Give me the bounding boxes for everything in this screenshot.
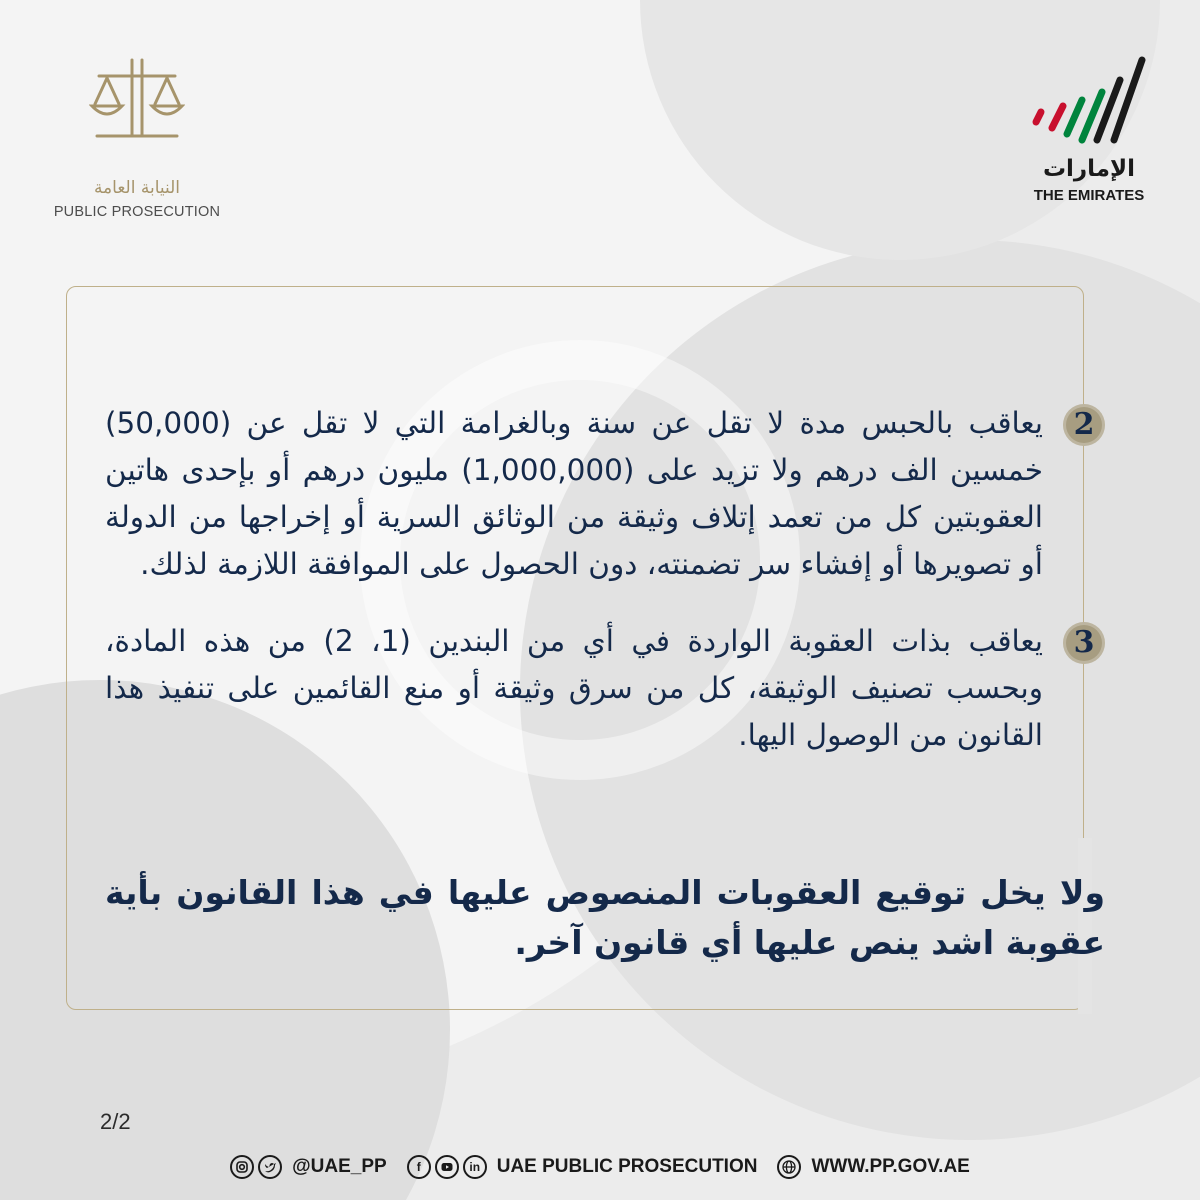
emirates-brand-strokes-icon bbox=[1030, 54, 1148, 144]
facebook-icon: f bbox=[407, 1155, 431, 1179]
closing-statement: ولا يخل توقيع العقوبات المنصوص عليها في هذا القانون بأية عقوبة اشد ينص عليها أي قانون آخر. bbox=[105, 873, 1105, 962]
website-group[interactable] bbox=[777, 1155, 969, 1179]
linkedin-icon: in bbox=[463, 1155, 487, 1179]
youtube-icon bbox=[435, 1155, 459, 1179]
the-emirates-logo bbox=[1030, 54, 1148, 214]
public-prosecution-logo bbox=[52, 58, 222, 218]
articles-section bbox=[105, 400, 1105, 759]
organization-social-group[interactable] bbox=[407, 1155, 758, 1179]
article-text: يعاقب بذات العقوبة الواردة في أي من البندين (1، 2) من هذه المادة، وبحسب تصنيف الوثيقة، كل من سرق وثيقة أو منع القائمين على تنفيذ هذا القانون من الوصول اليها. bbox=[105, 624, 1043, 752]
logo-english-text: THE EMIRATES bbox=[1033, 187, 1145, 204]
organization-name: UAE PUBLIC PROSECUTION bbox=[496, 1156, 758, 1177]
social-handle-group[interactable] bbox=[230, 1155, 387, 1179]
article-number-badge: 2 bbox=[1063, 404, 1105, 446]
twitter-icon bbox=[258, 1155, 282, 1179]
article-item bbox=[105, 400, 1105, 588]
page-indicator: 2/2 bbox=[100, 1109, 131, 1134]
social-handle: @UAE_PP bbox=[292, 1156, 387, 1177]
article-text: يعاقب بالحبس مدة لا تقل عن سنة وبالغرامة التي لا تقل عن (50,000) خمسين الف درهم ولا تزيد على (1,000,000) مليون درهم أو بإحدى هاتين العقوبتين كل من تعمد إتلاف وثيقة من الوثائق السرية أو إخراجها من الدولة أو تصويرها أو إفشاء سر تضمنته، دون الحصول على الموافقة اللازمة لذلك. bbox=[105, 406, 1043, 581]
logo-arabic-text: الإمارات bbox=[1042, 156, 1136, 182]
scales-of-justice-icon bbox=[89, 58, 185, 142]
footer bbox=[0, 1150, 1200, 1184]
globe-icon bbox=[777, 1155, 801, 1179]
article-item bbox=[105, 618, 1105, 759]
article-number-badge: 3 bbox=[1063, 622, 1105, 664]
logo-arabic-text: النيابة العامة bbox=[93, 178, 181, 198]
logo-english-text: PUBLIC PROSECUTION bbox=[53, 204, 221, 220]
website-link: WWW.PP.GOV.AE bbox=[811, 1156, 970, 1177]
instagram-icon bbox=[230, 1155, 254, 1179]
